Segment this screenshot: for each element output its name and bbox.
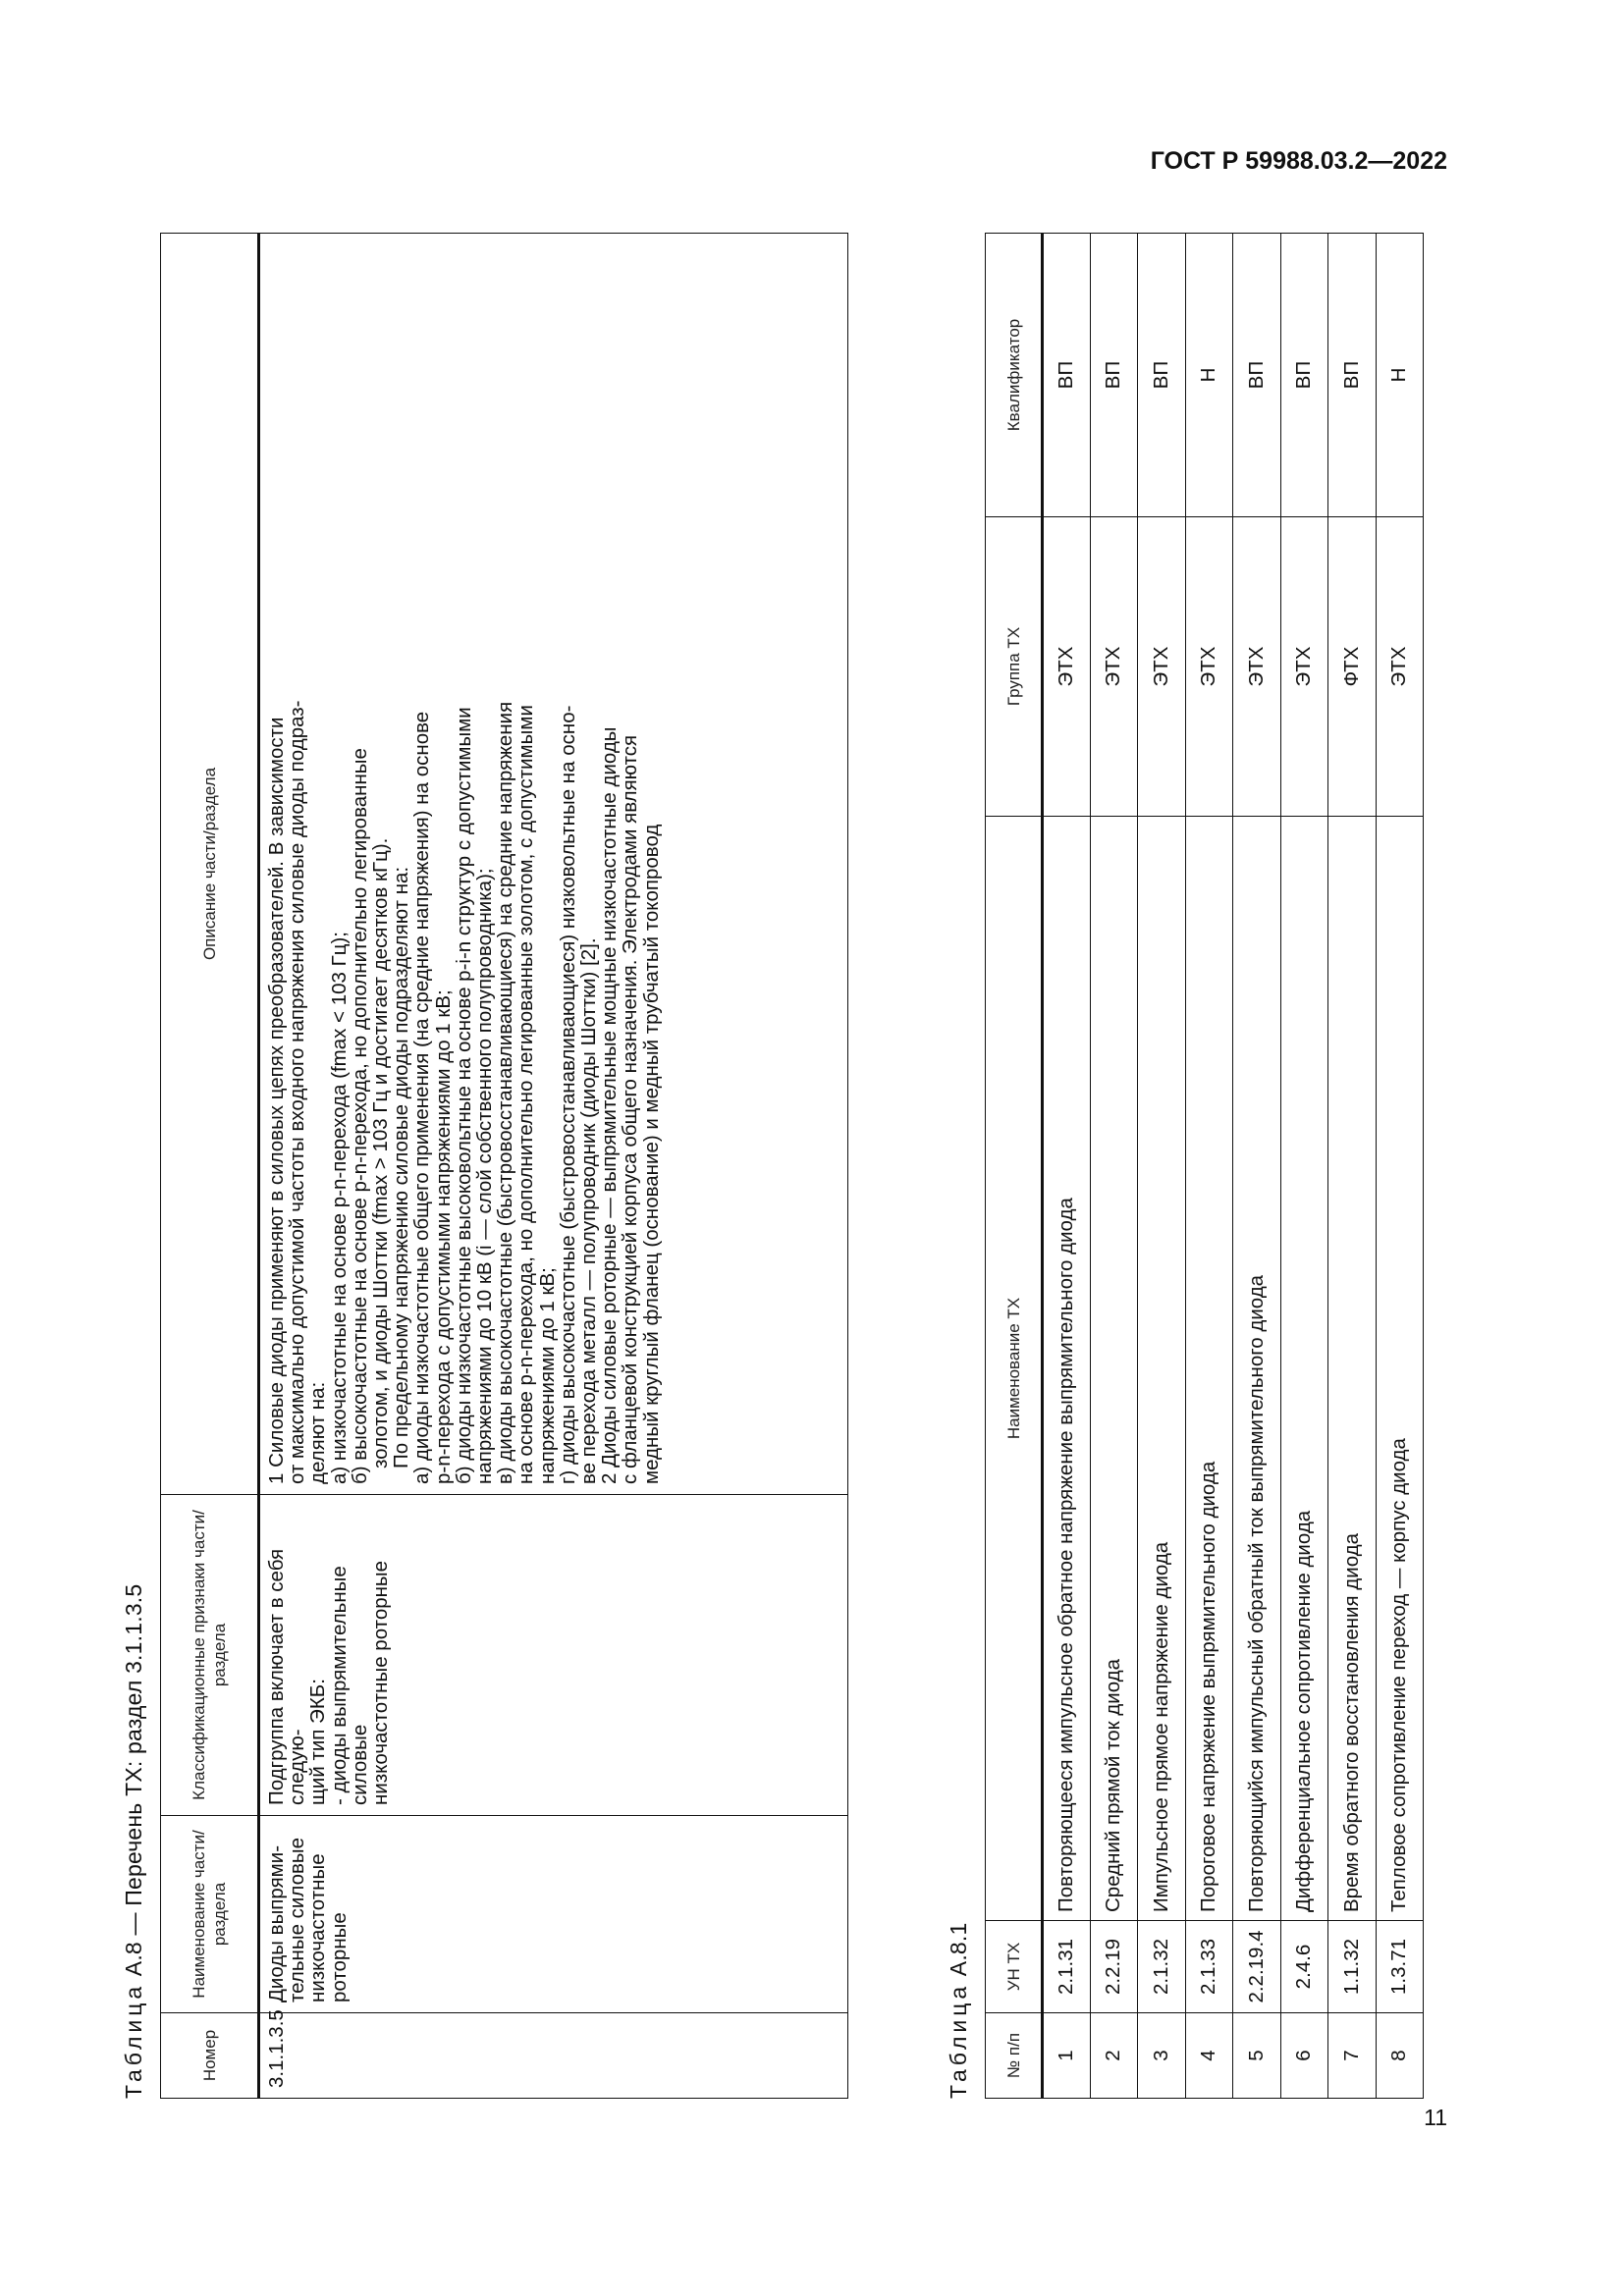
cell-index: 4 [1185,2013,1233,2099]
table-row [1376,234,1424,2099]
description-line: По предельному напряжению силовые диоды подразделяют на: [390,866,413,1468]
table-row [1328,234,1377,2099]
cell-name: Диоды выпрями- тельные силовые низкочастотные роторные [259,1816,848,2013]
cell-characteristic: Импульсное прямое напряжение диода [1138,817,1186,1921]
cell-qualifier: ВП [1233,234,1281,517]
cell-characteristic: Тепловое сопротивление переход — корпус диода [1376,817,1424,1921]
table-a8-caption [121,1584,147,2099]
column-header-description: Описание части/раздела [161,234,259,1495]
description-line: золотом, и диоды Шоттки (fmax > 103 Гц и достигает десятков кГц). [369,837,393,1468]
cell-code: 1.1.32 [1328,1921,1377,2013]
column-header-name: Наименование части/ раздела [161,1816,259,2013]
table-row [1280,234,1328,2099]
description-line: напряжениями до 10 кВ (i — слой собственного полупроводника); [473,868,497,1484]
cell-characteristic: Пороговое напряжение выпрямительного диода [1185,817,1233,1921]
cell-group: ЭТХ [1138,517,1186,817]
caption-text: А.8.1 [946,1922,971,1977]
table-row [259,234,848,2099]
description-line: в) диоды высокочастотные (быстровосстанавливающиеся) на средние напряжения [494,701,517,1484]
table-row [1090,234,1138,2099]
cell-code: 2.1.33 [1185,1921,1233,2013]
cell-group: ЭТХ [1043,517,1091,817]
description-line: а) диоды низкочастотные общего применения (на средние напряжения) на основе [410,711,434,1484]
cell-qualifier: ВП [1280,234,1328,517]
description-line: на основе p-n-перехода, но дополнительно легированные золотом, с допустимыми [514,705,538,1484]
description-line: 2 Диоды силовые роторные — выпрямительные мощные низкочастотные диоды [598,726,622,1484]
description-line: p-n-перехода с допустимыми напряжениями до 1 кВ; [431,989,455,1484]
cell-number: 3.1.1.3.5 [259,2013,848,2099]
table-row [1185,234,1233,2099]
table-a8 [160,233,848,2099]
cell-classification: Подгруппа включает в себя следую- щий тип ЭКБ: - диоды выпрямительные силовые низкочастотные роторные [259,1495,848,1816]
description-line: напряжениями до 1 кВ; [535,1267,559,1484]
cell-index: 6 [1280,2013,1328,2099]
caption-text: А.8 — Перечень ТХ: раздел 3.1.1.3.5 [121,1583,146,1977]
table-row [1138,234,1186,2099]
page-number: 11 [1424,2105,1447,2130]
description-line: а) низкочастотные на основе p-n-перехода (fmax < 103 Гц); [327,932,351,1484]
caption-label: Таблица [946,1982,971,2099]
description-line: г) диоды высокочастотные (быстровосстанавливающиеся) низковольтные на осно- [556,705,579,1484]
document-code: ГОСТ Р 59988.03.2—2022 [1150,147,1447,175]
description-line: от максимально допустимой частоты входного напряжения силовые диоды подраз- [286,700,309,1484]
cell-description [259,234,848,1495]
cell-group: ЭТХ [1376,517,1424,817]
cell-code: 2.4.6 [1280,1921,1328,2013]
column-header-number: Номер [161,2013,259,2099]
description-line: б) высокочастотные на основе p-n-перехода, но дополнительно легированные [348,748,371,1484]
caption-label: Таблица [121,1982,146,2099]
cell-code: 2.2.19 [1090,1921,1138,2013]
column-header-characteristic: Наименование ТХ [986,817,1043,1921]
cell-qualifier: ВП [1090,234,1138,517]
cell-index: 3 [1138,2013,1186,2099]
table-row [1233,234,1281,2099]
cell-characteristic: Дифференциальное сопротивление диода [1280,817,1328,1921]
description-line: 1 Силовые диоды применяют в силовых цепях преобразователей. В зависимости [265,717,288,1484]
column-header-classification: Классификационные признаки части/ раздела [161,1495,259,1816]
cell-index: 7 [1328,2013,1377,2099]
description-line: медный круглый фланец (основание) и медный трубчатый токопровод [639,824,663,1484]
cell-characteristic: Повторяющийся импульсный обратный ток выпрямительного диода [1233,817,1281,1921]
cell-group: ФТХ [1328,517,1377,817]
cell-code: 2.1.31 [1043,1921,1091,2013]
rotated-content [113,234,1411,2099]
description-line: б) диоды низкочастотные высоковольтные на основе p-i-n структур с допустимыми [452,707,475,1484]
cell-qualifier: ВП [1043,234,1091,517]
cell-index: 2 [1090,2013,1138,2099]
description-line: деляют на: [306,1381,330,1484]
column-header-qualifier: Квалификатор [986,234,1043,517]
cell-qualifier: ВП [1138,234,1186,517]
cell-characteristic: Повторяющееся импульсное обратное напряжение выпрямительного диода [1043,817,1091,1921]
cell-characteristic: Время обратного восстановления диода [1328,817,1377,1921]
table-a81-caption [946,1923,972,2100]
description-line: ве перехода металл — полупроводник (диоды Шоттки) [2]. [577,937,601,1484]
cell-group: ЭТХ [1233,517,1281,817]
cell-characteristic: Средний прямой ток диода [1090,817,1138,1921]
table-row [1043,234,1091,2099]
cell-qualifier: Н [1376,234,1424,517]
cell-code: 1.3.71 [1376,1921,1424,2013]
cell-index: 8 [1376,2013,1424,2099]
cell-group: ЭТХ [1090,517,1138,817]
cell-index: 5 [1233,2013,1281,2099]
cell-qualifier: Н [1185,234,1233,517]
column-header-index: № п/п [986,2013,1043,2099]
cell-code: 2.2.19.4 [1233,1921,1281,2013]
cell-group: ЭТХ [1280,517,1328,817]
description-line: с фланцевой конструкцией корпуса общего назначения. Электродами являются [619,734,642,1484]
cell-group: ЭТХ [1185,517,1233,817]
cell-code: 2.1.32 [1138,1921,1186,2013]
table-a81 [985,233,1424,2099]
column-header-code: УН ТХ [986,1921,1043,2013]
column-header-group: Группа ТХ [986,517,1043,817]
cell-qualifier: ВП [1328,234,1377,517]
cell-index: 1 [1043,2013,1091,2099]
